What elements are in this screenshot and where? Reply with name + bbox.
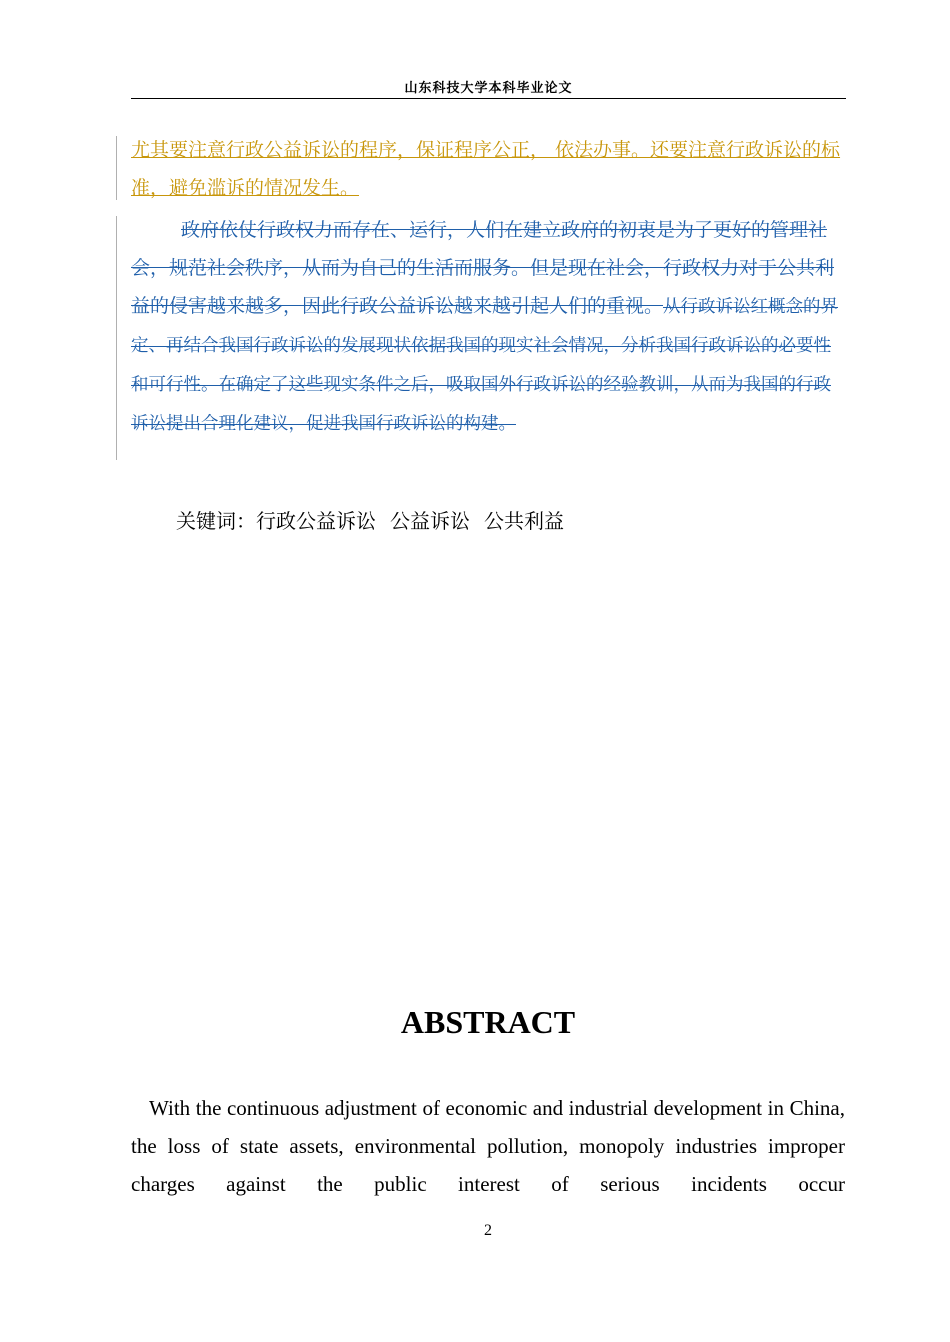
revision-bar: [116, 216, 117, 460]
keyword-item: 行政公益诉讼: [256, 509, 376, 533]
deleted-text-sans: 政府依仗行政权力而存在、运行，人们在建立政府的初衷是为了更好的管理社会，规范社会秩序，从而为自己的生活而服务。但是现在社会，行政权力对于公共利益的侵害越来越多，因此行政公益诉讼越来越引起人们的重视。: [131, 219, 835, 317]
keyword-item: 公共利益: [484, 509, 564, 533]
inserted-paragraph: 尤其要注意行政公益诉讼的程序，保证程序公正， 依法办事。还要注意行政诉讼的标准，避免滥诉的情况发生。: [131, 139, 841, 199]
keywords-label: 关键词：: [176, 509, 256, 533]
keywords-line: [176, 506, 564, 536]
deleted-paragraph: [131, 211, 846, 443]
deleted-text-serif: 从行政诉讼红概念的界定、再结合我国行政诉讼的发展现状依据我国的现实社会情况，分析我国行政诉讼的必要性和可行性。在确定了这些现实条件之后，吸取国外行政诉讼的经验教训，从而为我国的行政诉讼提出合理化建议，促进我国行政诉讼的构建。: [131, 297, 839, 434]
abstract-body: With the continuous adjustment of economic and industrial development in China, the loss of state assets, environmental pollution, monopoly industries improper charges against the public interest of serious incidents occur: [131, 1096, 845, 1196]
running-header: 山东科技大学本科毕业论文: [131, 80, 846, 99]
page-number: 2: [484, 1222, 492, 1239]
abstract-title: ABSTRACT: [400, 1004, 576, 1040]
keyword-item: 公益诉讼: [390, 509, 470, 533]
revision-bar: [116, 136, 117, 200]
